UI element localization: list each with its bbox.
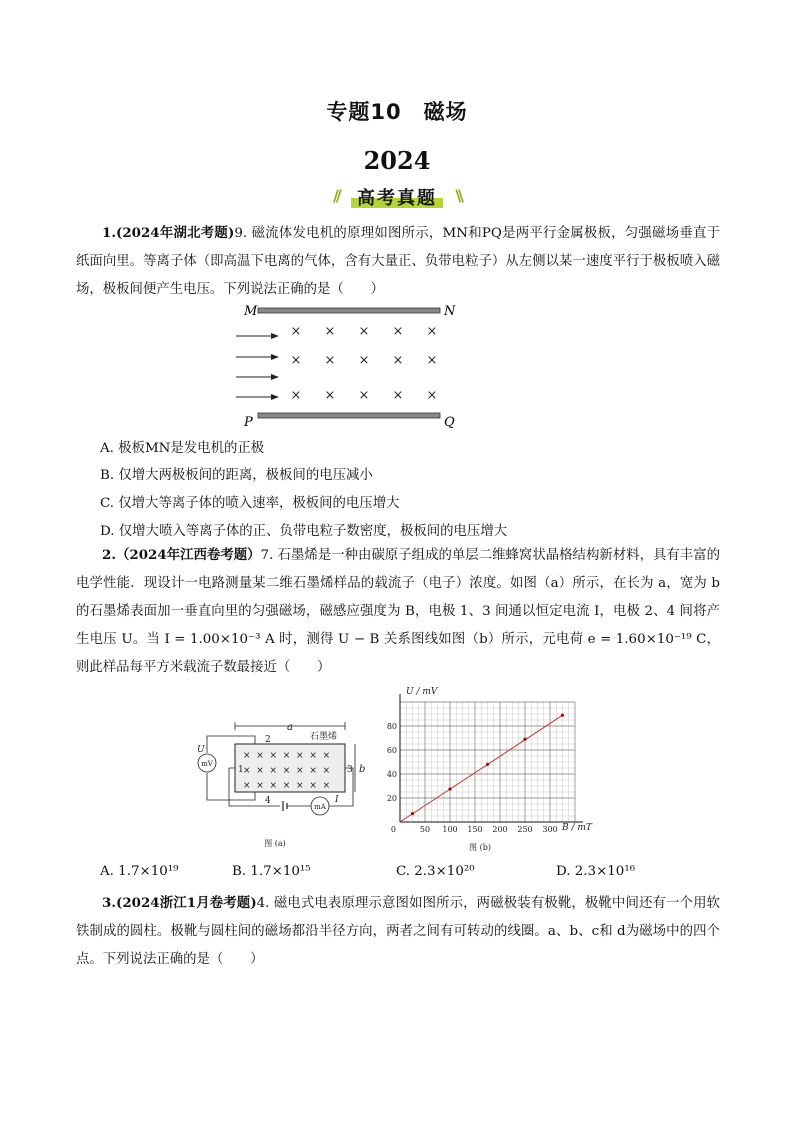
page-title: 专题10 磁场 [326,100,468,124]
x-tick-label: 50 [419,825,431,834]
question-1 [76,219,720,304]
label-m: M [244,304,258,319]
q2-option-b: B. 1.7×10¹⁵ [232,864,311,879]
year-heading: 2024 [363,146,431,175]
field-marker: × [358,324,370,339]
electrode-2: 2 [265,735,271,745]
plasma-arrows [236,336,278,397]
field-marker: × [324,388,336,403]
banner-text: 高考真题 [357,188,437,209]
q1-text: 9. 磁流体发电机的原理如图所示，MN和PQ是两平行金属极板，匀强磁场垂直于纸面向里。等离子体（即高温下电离的气体，含有大量正、负带电粒子）从左侧以某一速度平行于极板喷入磁场，极板间便产生电压。下列说法正确的是（ ） [76,226,720,297]
x-tick-label: 100 [442,825,458,834]
data-point [448,787,451,790]
field-marker: × [324,324,336,339]
label-a: a [287,722,293,733]
q2-option-c: C. 2.3×10²⁰ [396,864,475,879]
plate-pq [258,413,440,418]
y-tick-label: 20 [386,794,397,803]
q1-option-c: C. 仅增大等离子体的喷入速率，极板间的电压增大 [100,496,400,511]
field-marker: × [426,388,438,403]
banner-right-decoration: \\ [455,186,461,205]
data-point [486,763,489,766]
data-point [561,714,564,717]
q3-source: 3.(2024浙江1月卷考题) [102,895,257,911]
data-point [411,812,414,815]
q2-option-a: A. 1.7×10¹⁹ [100,864,179,879]
label-q: Q [444,415,455,430]
figure-b-caption: 图 (b) [469,843,491,852]
field-marker: × [392,353,404,368]
q1-option-b: B. 仅增大两极板间的距离，极板间的电压减小 [100,468,373,483]
q2-figure-a [195,718,375,853]
svg-text:× × × × × × ×: × × × × × × × [243,751,331,761]
voltmeter-label: mV [201,760,213,768]
y-tick-label: 60 [386,746,397,755]
svg-text:× × × × × × ×: × × × × × × × [243,781,331,791]
field-marker: × [324,353,336,368]
ammeter-label: mA [314,803,326,811]
q2-option-d: D. 2.3×10¹⁶ [556,864,636,879]
field-marker: × [290,324,302,339]
voltage-label: U [197,745,205,755]
question-3 [76,889,720,974]
electrode-1: 1 [238,765,244,775]
x-tick-label: 200 [492,825,508,834]
field-marker: × [392,388,404,403]
q2-figure-b-chart [380,682,600,854]
plate-mn [258,308,440,313]
sample-field-markers [243,751,330,791]
field-marker: × [358,353,370,368]
label-b: b [359,764,366,775]
label-p: P [244,415,253,430]
svg-text:× × × × × × ×: × × × × × × × [243,766,331,776]
q1-option-d: D. 仅增大喷入等离子体的正、负带电粒子数密度，极板间的电压增大 [100,524,508,539]
current-label: I [335,795,339,805]
data-point [523,738,526,741]
q1-source: 1.(2024年湖北考题) [102,225,235,241]
q2-text: 7. 石墨烯是一种由碳原子组成的单层二维蜂窝状晶格结构新材料，具有丰富的电学性能．现设计一电路测量某二维石墨烯样品的载流子（电子）浓度。如图（a）所示，在长为 a，宽为 b 的石墨烯表面加一垂直向里的匀强磁场，磁感应强度为 B，电极 1、3 间通以恒定电流 I，电极 2、4 间将产生电压 U。当 I = 1.00×10⁻³ A 时，测得 U − B 关系图线如图（b）所示，元电荷 e = 1.60×10⁻¹⁹ C，则此样品每平方米载流子数最接近（ ） [76,548,721,675]
x-axis-label: B / mT [562,823,592,833]
figure-a-caption: 图 (a) [264,839,286,848]
field-marker: × [426,324,438,339]
y-tick-label: 40 [386,770,397,779]
field-marker: × [290,388,302,403]
electrode-4: 4 [265,796,271,806]
banner-left-decoration: // [333,186,339,205]
chart-axes [400,694,583,822]
field-marker: × [358,388,370,403]
x-tick-label: 250 [517,825,533,834]
question-2 [76,541,720,682]
origin-label: 0 [390,825,396,834]
label-n: N [444,304,456,319]
q1-option-a: A. 极板MN是发电机的正极 [100,441,265,456]
chart-grid [400,702,575,822]
q3-text: 4. 磁电式电表原理示意图如图所示，两磁极装有极靴，极靴中间还有一个用软铁制成的圆柱。极靴与圆柱间的磁场都沿半径方向，两者之间有可转动的线圈。a、b、c和 d为磁场中的四个点。下列说法正确的是（ ） [76,896,720,967]
q2-source: 2.（2024年江西卷考题） [102,547,261,563]
y-tick-label: 80 [386,722,397,731]
field-marker: × [392,324,404,339]
y-axis-label: U / mV [406,687,438,697]
q1-figure [228,302,464,430]
section-banner [0,184,794,210]
magnetic-field-markers [291,324,438,403]
graphene-label: 石墨烯 [310,732,338,742]
field-marker: × [290,353,302,368]
chart-series [400,714,564,822]
electrode-3: 3 [347,765,353,775]
x-tick-label: 300 [542,825,558,834]
x-tick-label: 150 [467,825,483,834]
field-marker: × [426,353,438,368]
